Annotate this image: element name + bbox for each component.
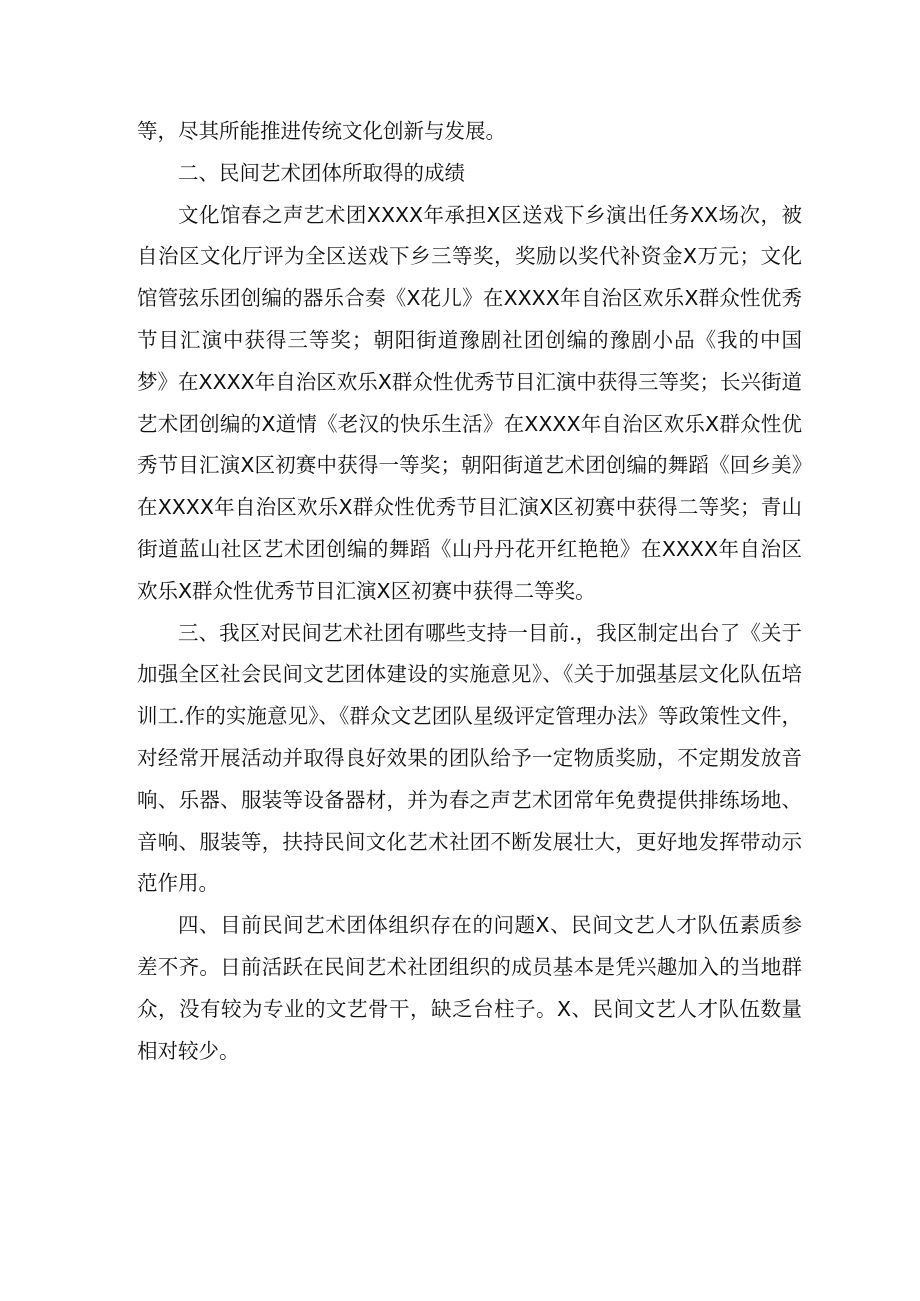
document-body — [137, 111, 802, 1072]
paragraph-continuation: 等，尽其所能推进传统文化创新与发展。 — [137, 119, 506, 143]
paragraph-support: 三、我区对民间艺术社团有哪些支持一目前.，我区制定出台了《关于加强全区社会民间文艺团体建设的实施意见》、《关于加强基层文化队伍培训工.作的实施意见》、《群众文艺团队星级评定管理办法》等政策性文件，对经常开展活动并取得良好效果的团队给予一定物质奖励，不定期发放音响、乐器、服装等设备器材，并为春之声艺术团常年免费提供排练场地、音响、服装等，扶持民间文化艺术社团不断发展壮大，更好地发挥带动示范作用。 — [137, 620, 802, 896]
paragraph-problems: 四、目前民间艺术团体组织存在的问题X、民间文艺人才队伍素质参差不齐。日前活跃在民间艺术社团组织的成员基本是凭兴趣加入的当地群众，没有较为专业的文艺骨干，缺乏台柱子。X、民间文艺人才队伍数量相对较少。 — [137, 913, 802, 1063]
section-heading-achievements: 二、民间艺术团体所取得的成绩 — [178, 160, 465, 185]
paragraph-achievements: 文化馆春之声艺术团XXXX年承担X区送戏下乡演出任务XX场次，被自治区文化厅评为全区送戏下乡三等奖，奖励以奖代补资金X万元；文化馆管弦乐团创编的器乐合奏《X花儿》在XXXX年自治区欢乐X群众性优秀节目汇演中获得三等奖；朝阳街道豫剧社团创编的豫剧小品《我的中国梦》在XXXX年自治区欢乐X群众性优秀节目汇演中获得三等奖；长兴街道艺术团创编的X道情《老汉的快乐生活》在XXXX年自治区欢乐X群众性优秀节目汇演X区初赛中获得一等奖；朝阳街道艺术团创编的舞蹈《回乡美》在XXXX年自治区欢乐X群众性优秀节目汇演X区初赛中获得二等奖；青山街道蓝山社区艺术团创编的舞蹈《山丹丹花开红艳艳》在XXXX年自治区欢乐X群众性优秀节目汇演X区初赛中获得二等奖。 — [137, 202, 802, 603]
